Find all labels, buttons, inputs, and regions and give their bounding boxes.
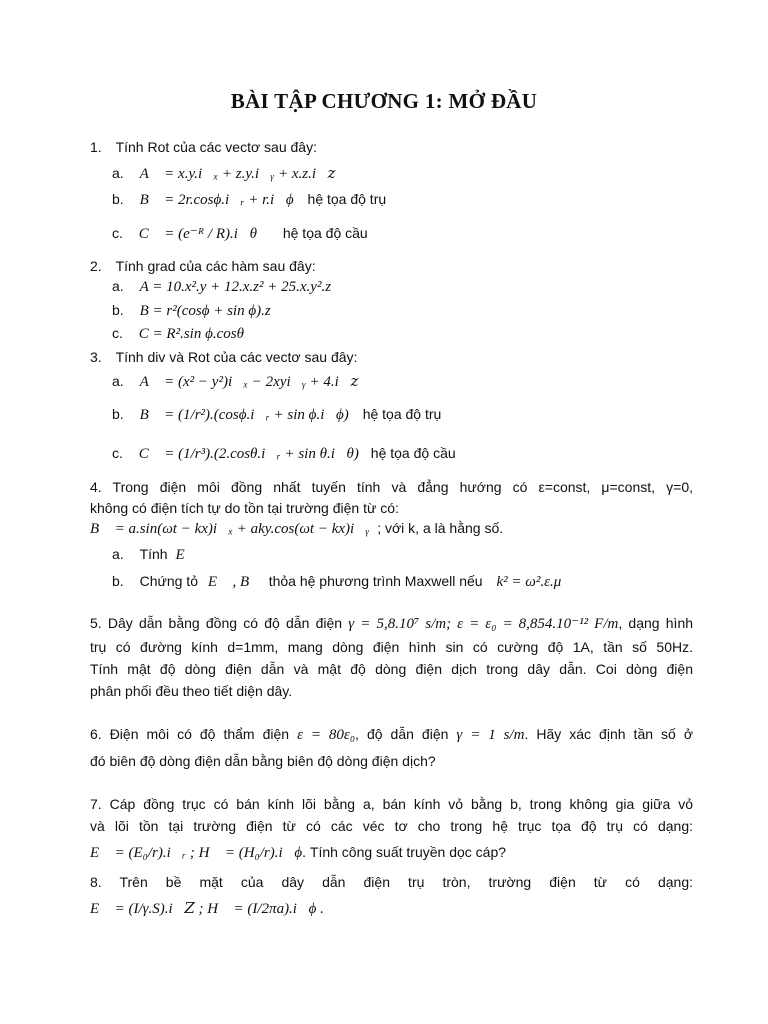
equation: E⃗ = (I/γ.S).i⃗𝑍 ; H⃗ = (I/2πa).i⃗ϕ . <box>90 901 324 917</box>
problem-1b <box>112 191 386 210</box>
coordinate-note: hệ tọa độ trụ <box>307 191 387 207</box>
equation: A⃗ = (x² − y²)i⃗ₓ − 2xyi⃗ᵧ + 4.i⃗𝑧 <box>139 374 359 390</box>
problem-7-line-1: 7. Cáp đồng trục có bán kính lõi bằng a, bán kính vỏ bằng b, trong không gia giữa vỏ <box>90 796 693 812</box>
problem-5-text: , dạng hình <box>618 615 694 631</box>
item-label: a. <box>112 278 124 294</box>
problem-2a <box>112 278 331 297</box>
problem-3 <box>90 349 357 367</box>
problem-6-text: , độ dẫn điện <box>355 726 449 742</box>
item-label: a. <box>112 546 124 562</box>
item-label: c. <box>112 325 123 341</box>
equation: B⃗ = (1/r²).(cosϕ.i⃗ᵣ + sin ϕ.i⃗ϕ) <box>139 407 349 423</box>
problem-2b <box>112 302 271 321</box>
coordinate-note: hệ tọa độ cầu <box>282 225 368 241</box>
item-label: a. <box>112 165 124 181</box>
item-label: a. <box>112 373 124 389</box>
problem-6-line-2: đó biên độ dòng điện dẫn bằng biên độ dòng điện dịch? <box>90 753 436 769</box>
equation: k² = ω².ε.μ <box>496 574 562 590</box>
problem-5-line-4: phân phối đều theo tiết diện dây. <box>90 683 293 699</box>
problem-2 <box>90 258 316 276</box>
problem-7-line-2: và lõi tồn tại trường điện từ có các véc tơ cho trong hệ trục tọa độ trụ có dạng: <box>90 818 693 834</box>
problem-3-text: Tính div và Rot của các vectơ sau đây: <box>115 349 358 365</box>
problem-1 <box>90 139 317 157</box>
problem-2c <box>112 325 244 344</box>
problem-7-line-3 <box>90 844 506 863</box>
item-label: c. <box>112 445 123 461</box>
problem-4-line-3-text: ; với k, a là hằng số. <box>377 520 504 536</box>
problem-4-line-3 <box>90 520 503 539</box>
problem-3c <box>112 445 456 464</box>
item-text: Chứng tỏ <box>139 573 198 589</box>
problem-7-text: . Tính công suất truyền dọc cáp? <box>302 844 507 860</box>
item-label: b. <box>112 191 124 207</box>
problem-3a <box>112 373 358 392</box>
problem-3-number: 3. <box>90 349 102 365</box>
coordinate-note: hệ tọa độ trụ <box>362 406 442 422</box>
problem-1a <box>112 165 336 184</box>
equation: B⃗ = 2r.cosϕ.i⃗ᵣ + r.i⃗ϕ <box>139 192 294 208</box>
equation: γ = 1 s/m <box>456 727 525 743</box>
item-text: thỏa hệ phương trình Maxwell nếu <box>268 573 483 589</box>
problem-8-line-2 <box>90 900 324 919</box>
problem-6-text: 6. Điện môi có độ thẩm điện <box>90 726 290 742</box>
problem-8-line-1: 8. Trên bề mặt của dây dẫn điện trụ tròn, trường điện từ có dạng: <box>90 874 693 890</box>
equation: E⃗ = (E₀/r).i⃗ᵣ ; H⃗ = (H₀/r).i⃗ϕ <box>90 845 303 861</box>
equation: E⃗ , B⃗ <box>207 574 261 590</box>
page-title: BÀI TẬP CHƯƠNG 1: MỞ ĐẦU <box>230 89 538 113</box>
problem-3b <box>112 406 441 425</box>
problem-5-line-3: Tính mật độ dòng điện dẫn và mật độ dòng điện dịch trong dây dẫn. Coi dòng điện <box>90 661 693 677</box>
problem-6-line-1 <box>90 726 693 745</box>
equation: A⃗ = x.y.i⃗ₓ + z.y.i⃗ᵧ + x.z.i⃗𝑧 <box>139 166 336 182</box>
equation: B⃗ = a.sin(ωt − kx)i⃗ₓ + aky.cos(ωt − kx)i⃗ᵧ <box>90 521 370 537</box>
problem-1c <box>112 225 368 244</box>
problem-2-text: Tính grad của các hàm sau đây: <box>115 258 316 274</box>
equation: C⃗ = (e⁻ᴿ / R).i⃗θ <box>138 226 257 242</box>
problem-5-line-2: trụ có đường kính d=1mm, mang dòng điện hình sin có cường độ 1A, tần số 50Hz. <box>90 639 693 655</box>
problem-4-line-2: không có điện tích tự do tồn tại trường điện từ có: <box>90 500 399 516</box>
problem-4-line-1: 4. Trong điện môi đồng nhất tuyến tính và đẳng hướng có ε=const, μ=const, γ=0, <box>90 479 693 495</box>
equation: C = R².sin ϕ.cosθ <box>138 326 244 342</box>
problem-4b <box>112 573 561 592</box>
problem-1-number: 1. <box>90 139 102 155</box>
item-label: c. <box>112 225 123 241</box>
equation: E⃗ <box>175 547 197 563</box>
equation: B = r²(cosϕ + sin ϕ).z <box>139 303 271 319</box>
problem-1-text: Tính Rot của các vectơ sau đây: <box>115 139 317 155</box>
problem-6-text: . Hãy xác định tần số ở <box>524 726 694 742</box>
problem-5-text: 5. Dây dẫn bằng đồng có độ dẫn điện <box>90 615 343 631</box>
item-text: Tính <box>139 546 168 562</box>
equation: C⃗ = (1/r³).(2.cosθ.i⃗ᵣ + sin θ.i⃗θ) <box>138 446 359 462</box>
equation: ε = 80ε₀ <box>297 727 356 743</box>
item-label: b. <box>112 406 124 422</box>
problem-4a <box>112 546 196 565</box>
equation: γ = 5,8.10⁷ s/m; ε = ε₀ = 8,854.10⁻¹² F/m <box>348 616 619 632</box>
equation: A = 10.x².y + 12.x.z² + 25.x.y².z <box>139 279 332 295</box>
coordinate-note: hệ tọa độ cầu <box>370 445 456 461</box>
problem-5-line-1 <box>90 615 693 634</box>
problem-2-number: 2. <box>90 258 102 274</box>
item-label: b. <box>112 573 124 589</box>
item-label: b. <box>112 302 124 318</box>
